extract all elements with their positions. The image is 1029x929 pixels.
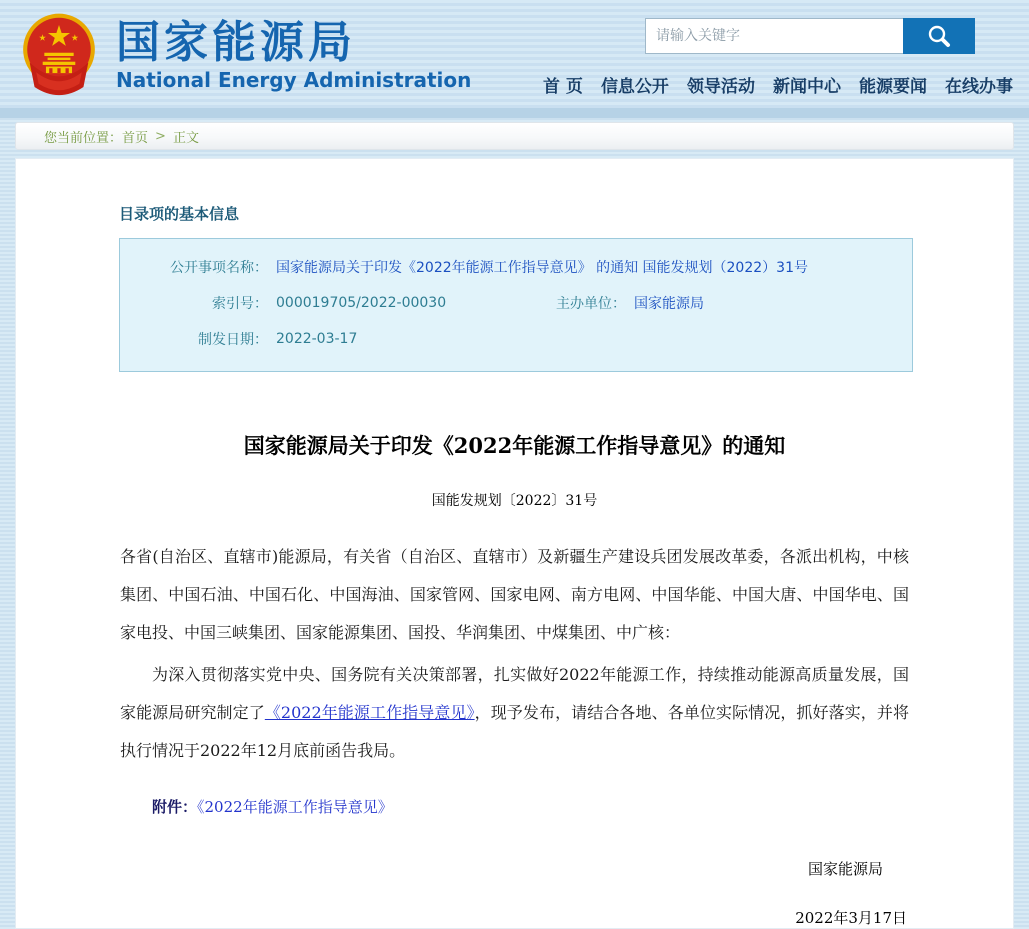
- catalog-info-box: [119, 238, 913, 372]
- catalog-org-label: 主办单位：: [556, 296, 626, 312]
- catalog-row-index-org: [120, 285, 912, 321]
- site-name-en: National Energy Administration: [116, 68, 472, 93]
- national-emblem-icon: [18, 12, 100, 100]
- paragraph-main-before: 为深入贯彻落实党中央、国务院有关决策部署，扎实做好2022年能源工作，持续推动能源高质量发展，国家能源局研究制定了: [120, 665, 909, 722]
- search-button[interactable]: [903, 18, 975, 54]
- search-input[interactable]: [645, 18, 903, 54]
- breadcrumb-current: 正文: [172, 130, 199, 146]
- site-title: [116, 16, 472, 93]
- catalog-cell-index: [120, 293, 516, 313]
- article: [16, 430, 1013, 928]
- catalog-row-date: [120, 321, 912, 357]
- guidance-opinion-inline-link[interactable]: 《2022年能源工作指导意见》: [264, 703, 475, 722]
- site-logo[interactable]: [18, 12, 471, 100]
- catalog-name-value-link[interactable]: 国家能源局关于印发《2022年能源工作指导意见》 的通知 国能发规划（2022）31号: [276, 260, 808, 276]
- main-nav: [543, 72, 1013, 97]
- catalog-heading: 目录项的基本信息: [119, 205, 240, 223]
- catalog-row-name: [120, 249, 912, 285]
- content-panel: [15, 158, 1014, 929]
- nav-item-leadership[interactable]: 领导活动: [686, 77, 755, 97]
- catalog-cell-org: [516, 293, 912, 313]
- site-header: [0, 0, 1029, 108]
- paragraph-main-after: ，现予发布，请结合各地、各单位实际情况，抓好落实，并将执行情况于2022年12月底前函告我局。: [120, 703, 909, 760]
- search-area: [645, 18, 975, 54]
- breadcrumb: [15, 122, 1014, 150]
- attachment-line: [120, 792, 909, 822]
- breadcrumb-prefix: 您当前位置：: [44, 130, 123, 146]
- attachment-link[interactable]: 《2022年能源工作指导意见》: [197, 798, 393, 816]
- site-name-zh: 国家能源局: [116, 16, 356, 68]
- nav-item-energy-news[interactable]: 能源要闻: [858, 77, 927, 97]
- search-icon: [926, 23, 952, 49]
- breadcrumb-wrap: [0, 118, 1029, 158]
- nav-item-online-service[interactable]: 在线办事: [945, 77, 1013, 97]
- signature: 国家能源局: [807, 860, 883, 878]
- catalog-index-label: 索引号：: [212, 296, 268, 312]
- catalog-date-value: 2022-03-17: [276, 331, 358, 347]
- article-paragraph-recipients: 各省(自治区、直辖市)能源局，有关省（自治区、直辖市）及新疆生产建设兵团发展改革委，各派出机构，中核集团、中国石油、中国石化、中国海油、国家管网、国家电网、南方电网、中国华能、中国大唐、中国华电、国家电投、中国三峡集团、国家能源集团、国投、华润集团、中煤集团、中广核：: [120, 547, 909, 642]
- nav-item-info-public[interactable]: 信息公开: [600, 77, 669, 97]
- nav-item-news-center[interactable]: 新闻中心: [772, 77, 841, 97]
- catalog-org-value-link[interactable]: 国家能源局: [634, 296, 704, 312]
- signature-date: 2022年3月17日: [795, 909, 907, 927]
- article-doc-number: 国能发规划〔2022〕31号: [431, 493, 598, 509]
- catalog-date-label: 制发日期：: [198, 332, 268, 348]
- catalog-index-value: 000019705/2022-00030: [276, 295, 447, 311]
- attachment-label: 附件：: [152, 798, 198, 816]
- article-title: 国家能源局关于印发《2022年能源工作指导意见》的通知: [243, 433, 786, 458]
- article-paragraph-main: [120, 656, 909, 770]
- breadcrumb-home-link[interactable]: 首页: [122, 130, 149, 146]
- header-divider-band: [0, 108, 1029, 118]
- catalog-name-label: 公开事项名称：: [170, 260, 268, 276]
- nav-item-home[interactable]: 首 页: [543, 77, 583, 97]
- breadcrumb-separator: >: [155, 128, 166, 144]
